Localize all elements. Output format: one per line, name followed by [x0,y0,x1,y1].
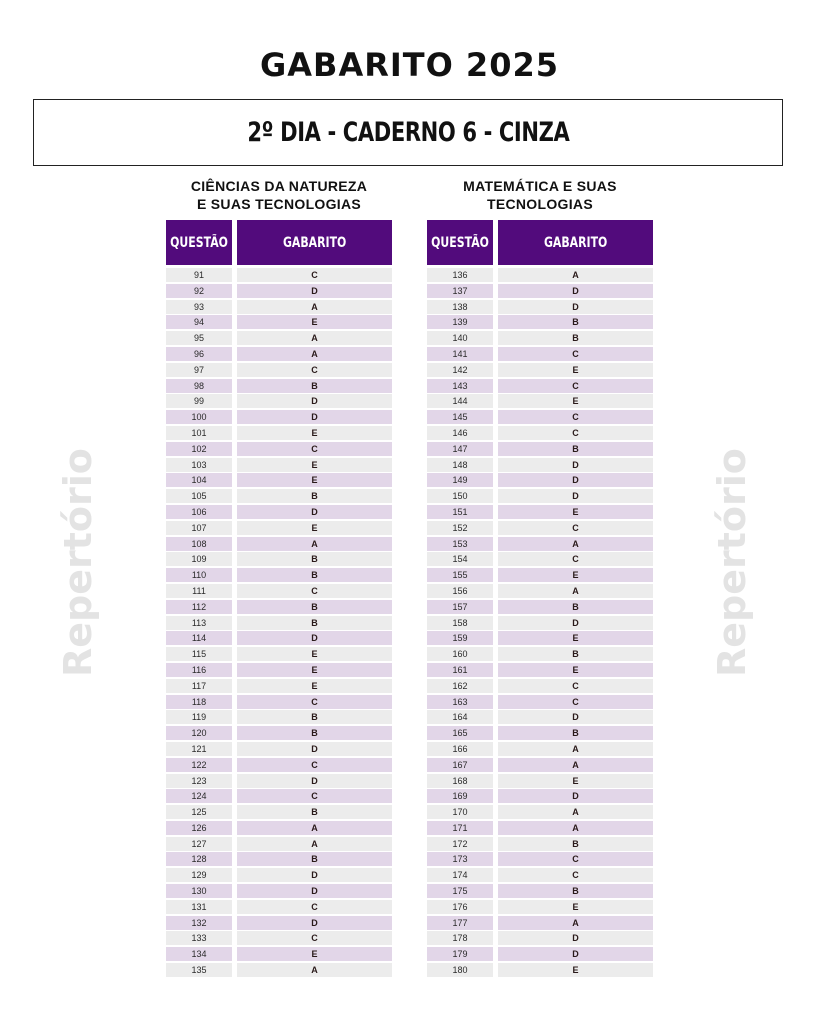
question-number: 143 [427,379,493,393]
question-number: 103 [166,458,232,472]
question-number: 110 [166,568,232,582]
table-row [427,410,653,424]
table-row [427,647,653,661]
table-row [166,821,392,835]
answer-letter: C [498,521,653,535]
table-row [427,568,653,582]
section-title-line: TECNOLOGIAS [487,196,593,212]
answer-letter: D [498,489,653,503]
watermark-right: Repertório [710,448,754,677]
question-number: 93 [166,300,232,314]
answer-letter: C [237,900,392,914]
question-number: 174 [427,868,493,882]
answer-column-header: GABARITO [237,220,392,265]
question-number: 123 [166,774,232,788]
table-row [427,931,653,945]
answer-letter: B [498,884,653,898]
table-row [166,537,392,551]
question-number: 98 [166,379,232,393]
table-row [427,631,653,645]
table-row [166,521,392,535]
table-row [166,331,392,345]
question-number: 99 [166,394,232,408]
answer-letter: E [498,394,653,408]
question-number: 115 [166,647,232,661]
answer-letter: B [237,552,392,566]
answer-letter: B [498,837,653,851]
section-title-line: CIÊNCIAS DA NATUREZA [190,178,368,194]
question-number: 130 [166,884,232,898]
answer-letter: A [498,821,653,835]
answer-letter: D [498,473,653,487]
question-number: 150 [427,489,493,503]
table-body [166,268,392,977]
answer-letter: B [237,726,392,740]
table-row [427,300,653,314]
question-number: 126 [166,821,232,835]
table-row [427,789,653,803]
question-number: 92 [166,284,232,298]
answer-letter: E [498,663,653,677]
question-number: 136 [427,268,493,282]
table-row [427,552,653,566]
question-number: 137 [427,284,493,298]
table-row [166,710,392,724]
question-number: 91 [166,268,232,282]
table-body [427,268,653,977]
table-row [166,442,392,456]
subtitle-box [33,99,783,166]
answer-letter: E [237,947,392,961]
question-number: 124 [166,789,232,803]
question-number: 96 [166,347,232,361]
answer-letter: E [498,963,653,977]
answer-letter: C [498,852,653,866]
answer-letter: E [237,647,392,661]
table-row [427,852,653,866]
table-row [427,884,653,898]
question-number: 132 [166,916,232,930]
question-number: 158 [427,616,493,630]
question-number: 128 [166,852,232,866]
question-number: 163 [427,695,493,709]
table-row [166,473,392,487]
answer-letter: E [237,663,392,677]
answer-letter: B [498,647,653,661]
table-row [166,584,392,598]
answer-letter: D [498,947,653,961]
answer-letter: A [498,537,653,551]
answer-letter: B [498,726,653,740]
answer-letter: E [237,473,392,487]
section-title-line: MATEMÁTICA E SUAS [463,178,617,194]
question-number: 165 [427,726,493,740]
question-number: 169 [427,789,493,803]
answer-letter: E [498,900,653,914]
question-number: 177 [427,916,493,930]
question-number: 111 [166,584,232,598]
answer-letter: C [237,789,392,803]
answer-letter: C [237,695,392,709]
answer-letter: D [498,789,653,803]
table-row [427,537,653,551]
table-row [427,315,653,329]
table-row [166,947,392,961]
table-row [166,963,392,977]
question-number: 133 [166,931,232,945]
question-number: 145 [427,410,493,424]
table-row [166,600,392,614]
question-number: 147 [427,442,493,456]
answer-letter: A [237,821,392,835]
answer-letter: C [498,347,653,361]
answer-letter: D [237,774,392,788]
table-row [166,758,392,772]
answer-column-header: GABARITO [498,220,653,265]
question-number: 160 [427,647,493,661]
question-number: 148 [427,458,493,472]
answer-letter: D [237,868,392,882]
table-row [427,916,653,930]
answer-letter: B [237,379,392,393]
answer-letter: A [498,742,653,756]
table-row [166,552,392,566]
answer-letter: A [237,331,392,345]
question-number: 114 [166,631,232,645]
answer-letter: B [237,489,392,503]
question-number: 119 [166,710,232,724]
question-number: 122 [166,758,232,772]
table-row [166,631,392,645]
question-number: 135 [166,963,232,977]
answer-letter: D [237,284,392,298]
answer-letter: B [498,315,653,329]
table-row [166,379,392,393]
section-title-natureza [166,177,392,213]
question-number: 180 [427,963,493,977]
table-row [427,679,653,693]
table-row [166,394,392,408]
answer-letter: D [237,631,392,645]
table-row [166,916,392,930]
answer-letter: D [237,410,392,424]
answer-letter: B [498,331,653,345]
answer-letter: C [498,552,653,566]
table-row [166,616,392,630]
answer-letter: A [237,537,392,551]
question-number: 162 [427,679,493,693]
table-row [166,726,392,740]
answer-letter: C [237,931,392,945]
answer-letter: D [498,931,653,945]
answer-letter: E [237,426,392,440]
answer-letter: B [498,442,653,456]
table-row [427,363,653,377]
question-number: 176 [427,900,493,914]
question-number: 117 [166,679,232,693]
answer-letter: D [498,300,653,314]
table-row [166,489,392,503]
answer-table-matematica [427,220,653,979]
answer-letter: B [237,600,392,614]
answer-letter: E [237,521,392,535]
question-number: 144 [427,394,493,408]
table-row [427,868,653,882]
question-number: 118 [166,695,232,709]
question-number: 170 [427,805,493,819]
answer-letter: E [237,679,392,693]
answer-letter: B [237,805,392,819]
question-number: 167 [427,758,493,772]
page-title: GABARITO 2025 [260,46,559,84]
table-row [166,315,392,329]
table-row [166,852,392,866]
answer-letter: D [498,710,653,724]
answer-letter: E [498,568,653,582]
table-row [427,900,653,914]
table-row [166,300,392,314]
answer-table-natureza [166,220,392,979]
answer-letter: B [237,568,392,582]
table-row [427,394,653,408]
table-row [166,268,392,282]
table-row [427,616,653,630]
question-number: 178 [427,931,493,945]
table-row [166,647,392,661]
table-row [427,331,653,345]
answer-letter: C [237,268,392,282]
watermark-left: Repertório [56,448,100,677]
question-number: 106 [166,505,232,519]
table-row [166,568,392,582]
question-number: 100 [166,410,232,424]
answer-letter: D [237,884,392,898]
table-row [166,774,392,788]
question-number: 138 [427,300,493,314]
answer-letter: D [237,916,392,930]
table-row [427,663,653,677]
question-number: 101 [166,426,232,440]
table-row [427,742,653,756]
question-number: 107 [166,521,232,535]
table-row [166,505,392,519]
answer-letter: E [237,458,392,472]
table-row [166,884,392,898]
answer-letter: A [237,837,392,851]
table-row [427,489,653,503]
table-row [166,931,392,945]
question-number: 134 [166,947,232,961]
question-number: 152 [427,521,493,535]
question-number: 171 [427,821,493,835]
table-row [427,347,653,361]
answer-letter: A [237,963,392,977]
question-number: 127 [166,837,232,851]
table-row [427,774,653,788]
answer-letter: E [498,505,653,519]
table-header [166,220,392,265]
table-row [427,947,653,961]
table-row [166,789,392,803]
answer-letter: D [237,394,392,408]
question-number: 159 [427,631,493,645]
question-number: 113 [166,616,232,630]
question-number: 131 [166,900,232,914]
question-number: 125 [166,805,232,819]
question-column-header: QUESTÃO [166,220,232,265]
question-number: 156 [427,584,493,598]
question-number: 104 [166,473,232,487]
answer-letter: E [237,315,392,329]
question-number: 146 [427,426,493,440]
question-number: 97 [166,363,232,377]
answer-letter: A [498,584,653,598]
table-row [427,837,653,851]
table-row [166,284,392,298]
answer-letter: C [498,410,653,424]
section-title-matematica [427,177,653,213]
table-row [427,268,653,282]
table-row [427,505,653,519]
table-row [427,426,653,440]
table-row [427,379,653,393]
answer-letter: D [498,616,653,630]
answer-letter: B [498,600,653,614]
question-number: 141 [427,347,493,361]
answer-letter: A [498,268,653,282]
table-row [166,837,392,851]
section-title-line: E SUAS TECNOLOGIAS [196,196,362,212]
question-number: 172 [427,837,493,851]
question-number: 109 [166,552,232,566]
question-number: 149 [427,473,493,487]
question-number: 112 [166,600,232,614]
table-row [166,458,392,472]
question-number: 155 [427,568,493,582]
table-row [166,900,392,914]
table-row [166,410,392,424]
table-row [166,805,392,819]
question-number: 153 [427,537,493,551]
table-row [427,695,653,709]
answer-letter: A [498,758,653,772]
answer-letter: E [498,363,653,377]
answer-letter: A [237,300,392,314]
question-number: 140 [427,331,493,345]
table-row [427,726,653,740]
table-row [427,521,653,535]
answer-letter: E [498,631,653,645]
question-number: 139 [427,315,493,329]
table-row [166,868,392,882]
question-number: 108 [166,537,232,551]
question-number: 166 [427,742,493,756]
question-number: 161 [427,663,493,677]
answer-letter: C [237,442,392,456]
answer-letter: C [237,584,392,598]
answer-letter: A [237,347,392,361]
question-number: 173 [427,852,493,866]
answer-letter: D [498,458,653,472]
answer-letter: C [498,679,653,693]
table-row [166,679,392,693]
answer-letter: D [237,505,392,519]
question-number: 129 [166,868,232,882]
answer-letter: B [237,710,392,724]
table-row [166,695,392,709]
question-number: 121 [166,742,232,756]
answer-letter: B [237,616,392,630]
question-number: 105 [166,489,232,503]
table-row [166,742,392,756]
table-row [427,963,653,977]
question-number: 120 [166,726,232,740]
answer-letter: C [237,758,392,772]
table-header [427,220,653,265]
table-row [427,584,653,598]
table-row [427,710,653,724]
question-number: 179 [427,947,493,961]
question-number: 116 [166,663,232,677]
answer-letter: A [498,916,653,930]
question-number: 102 [166,442,232,456]
answer-letter: A [498,805,653,819]
table-row [427,284,653,298]
question-number: 157 [427,600,493,614]
answer-letter: C [498,426,653,440]
table-row [427,458,653,472]
table-row [427,758,653,772]
table-row [427,805,653,819]
answer-letter: C [498,379,653,393]
answer-letter: C [498,868,653,882]
question-number: 151 [427,505,493,519]
table-row [166,347,392,361]
question-number: 95 [166,331,232,345]
question-number: 164 [427,710,493,724]
question-number: 142 [427,363,493,377]
answer-letter: C [498,695,653,709]
table-row [427,442,653,456]
question-number: 175 [427,884,493,898]
table-row [427,600,653,614]
subtitle: 2º DIA - CADERNO 6 - CINZA [247,117,569,148]
answer-letter: D [498,284,653,298]
question-number: 168 [427,774,493,788]
table-row [166,363,392,377]
question-number: 94 [166,315,232,329]
table-row [166,663,392,677]
table-row [166,426,392,440]
answer-letter: B [237,852,392,866]
question-number: 154 [427,552,493,566]
table-row [427,821,653,835]
answer-letter: E [498,774,653,788]
answer-letter: D [237,742,392,756]
question-column-header: QUESTÃO [427,220,493,265]
answer-letter: C [237,363,392,377]
table-row [427,473,653,487]
